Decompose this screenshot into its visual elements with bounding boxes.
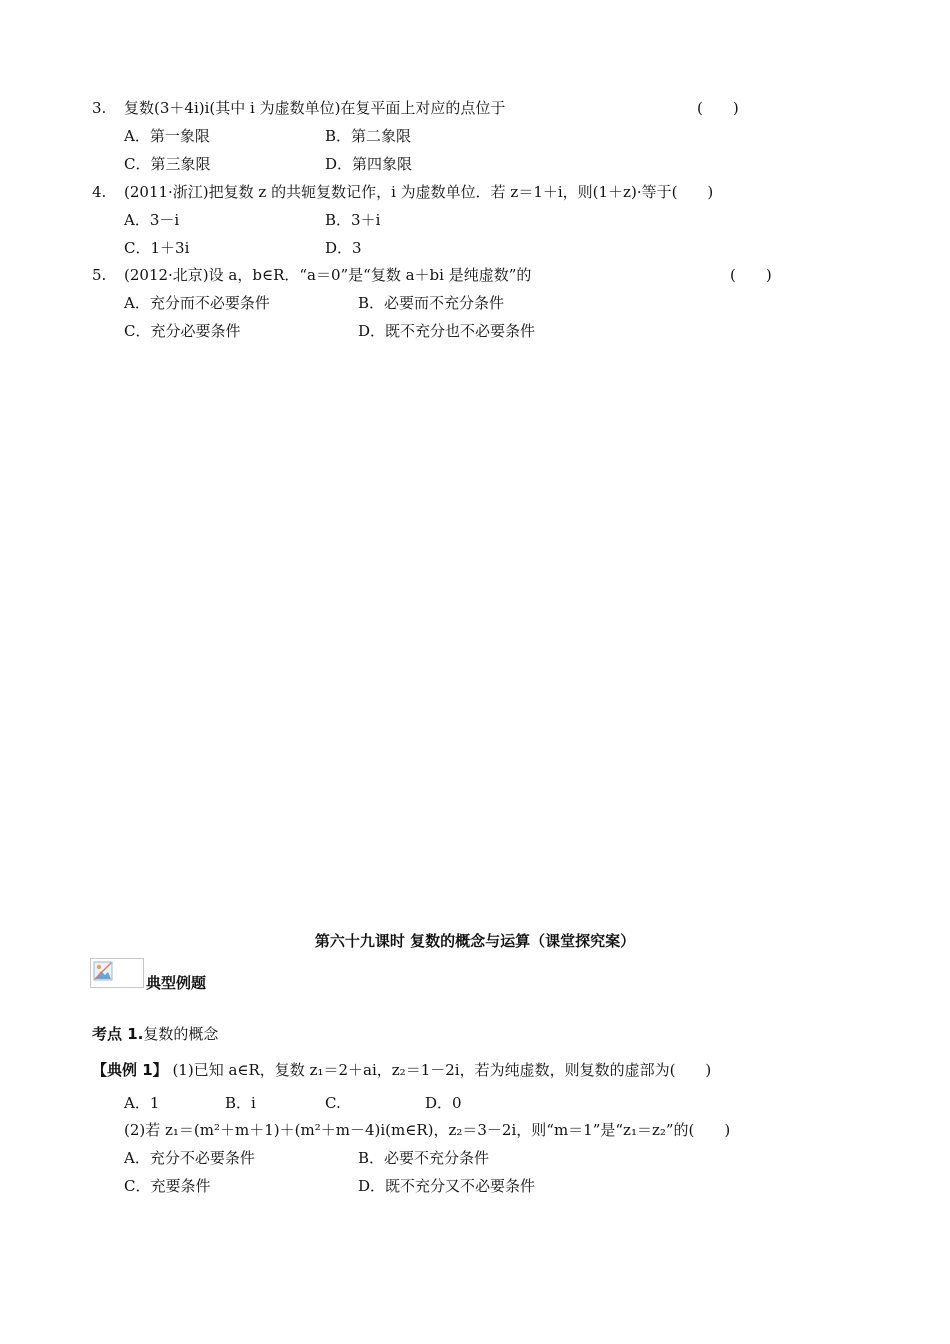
question-5-stem: (2012·北京)设 a，b∈R．“a＝0”是“复数 a＋bi 是纯虚数”的 <box>124 266 532 284</box>
example-2-option-d: D．既不充分又不必要条件 <box>358 1177 536 1195</box>
lesson-title: 第六十九课时 复数的概念与运算（课堂探究案） <box>314 932 636 950</box>
question-5-option-d: D．既不充分也不必要条件 <box>358 322 536 340</box>
question-4-option-c: C．1＋3i <box>124 239 190 257</box>
question-3-option-b: B．第二象限 <box>325 127 412 145</box>
question-3-option-c: C．第三象限 <box>124 155 211 173</box>
question-4-option-d: D．3 <box>325 239 362 257</box>
example-2-option-a: A．充分不必要条件 <box>124 1149 255 1167</box>
example-1-text: (1)已知 a∈R，复数 z₁＝2＋ai，z₂＝1－2i，若为纯虚数，则复数的虚部为( ) <box>172 1061 712 1079</box>
example-label: 【典例 1】 <box>92 1061 168 1079</box>
kaodian-text: 复数的概念 <box>143 1025 219 1043</box>
example-1-option-a: A．1 <box>124 1094 160 1112</box>
example-2-option-b: B．必要不充分条件 <box>358 1149 490 1167</box>
question-3-option-d: D．第四象限 <box>325 155 413 173</box>
example-1-option-d: D．0 <box>425 1094 462 1112</box>
question-5-option-b: B．必要而不充分条件 <box>358 294 505 312</box>
question-3-option-a: A．第一象限 <box>124 127 210 145</box>
example-2-text: (2)若 z₁＝(m²＋m＋1)＋(m²＋m－4)i(m∈R)，z₂＝3－2i，则“m＝1”是“z₁＝z₂”的( ) <box>124 1121 731 1139</box>
broken-image-icon <box>90 958 144 988</box>
question-3-answer-paren: ( ) <box>697 99 739 117</box>
example-1-option-b: B．i <box>225 1094 256 1112</box>
section-heading: 典型例题 <box>146 974 207 992</box>
question-5-answer-paren: ( ) <box>730 266 772 284</box>
question-4-option-b: B．3＋i <box>325 211 381 229</box>
question-5-number: 5. <box>92 266 107 284</box>
question-4-number: 4. <box>92 183 107 201</box>
question-4-option-a: A．3－i <box>124 211 180 229</box>
question-3-number: 3. <box>92 99 107 117</box>
kaodian-line <box>92 1024 218 1044</box>
example-1-line <box>92 1060 711 1080</box>
kaodian-label: 考点 1. <box>92 1025 144 1043</box>
question-3-stem: 复数(3＋4i)i(其中 i 为虚数单位)在复平面上对应的点位于 <box>124 99 506 117</box>
question-4-stem: (2011·浙江)把复数 z 的共轭复数记作，i 为虚数单位．若 z＝1＋i，则(1＋z)·等于( ) <box>124 183 714 201</box>
question-5-option-c: C．充分必要条件 <box>124 322 241 340</box>
example-1-option-c: C. <box>325 1094 341 1112</box>
example-2-option-c: C．充要条件 <box>124 1177 211 1195</box>
question-5-option-a: A．充分而不必要条件 <box>124 294 270 312</box>
